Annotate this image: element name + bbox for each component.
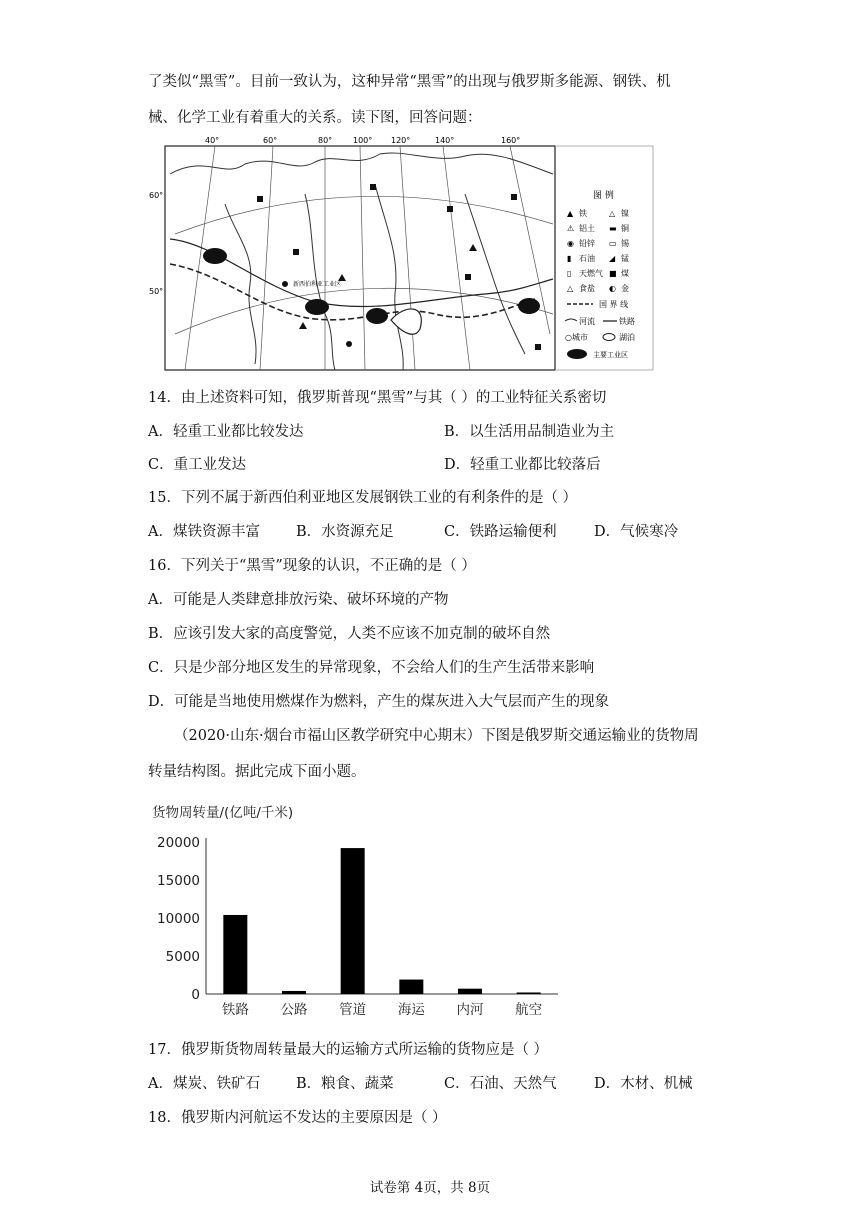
- passage-line-2: 转量结构图。据此完成下面小题。: [148, 764, 366, 780]
- legend-icon: ▭: [609, 239, 617, 248]
- bar-公路: [282, 991, 306, 994]
- bar-管道: [341, 848, 365, 994]
- y-tick-label: 20000: [157, 835, 200, 851]
- y-tick-label: 10000: [157, 911, 200, 927]
- chart-title: 货物周转量/(亿吨/千米): [152, 805, 294, 821]
- lon-label: 120°: [391, 136, 411, 145]
- legend-icon: ⚠: [567, 224, 575, 233]
- x-tick-label: 公路: [280, 1002, 308, 1018]
- legend-label: 食盐: [579, 284, 595, 293]
- legend-label: 铁: [579, 209, 587, 218]
- bar-铁路: [223, 915, 247, 994]
- legend-label: 锡: [621, 239, 629, 248]
- industrial-area: [203, 248, 227, 264]
- legend-icon: ◐: [609, 284, 616, 293]
- legend-icon: △: [567, 284, 574, 293]
- legend-lake-label: 湖泊: [619, 333, 635, 342]
- y-tick-label: 0: [191, 987, 200, 1003]
- q14-option-c: C．重工业发达: [148, 457, 247, 473]
- industrial-area: [305, 299, 329, 315]
- bar-内河: [458, 989, 482, 994]
- legend-icon: ◢: [609, 254, 616, 263]
- lon-label: 60°: [263, 136, 278, 145]
- q15-stem: 15．下列不属于新西伯利亚地区发展钢铁工业的有利条件的是（ ）: [148, 490, 578, 506]
- legend-icon: ■: [609, 269, 617, 278]
- x-tick-label: 海运: [397, 1002, 425, 1018]
- q14-stem: 14．由上述资料可知，俄罗斯普现“黑雪”与其（ ）的工业特征关系密切: [148, 390, 607, 406]
- freight-turnover-chart: [148, 800, 568, 1022]
- lon-label: 80°: [318, 136, 333, 145]
- q17-stem: 17．俄罗斯货物周转量最大的运输方式所运输的货物应是（ ）: [148, 1042, 549, 1058]
- q14-option-a: A．轻重工业都比较发达: [148, 424, 304, 440]
- q16-option-b: B．应该引发大家的高度警觉，人类不应该不加克制的破坏自然: [148, 626, 551, 642]
- intro-line-2: 械、化学工业有着重大的关系。读下图，回答问题：: [148, 110, 482, 126]
- q15-option-d: D．气候寒冷: [594, 524, 679, 540]
- intro-line-1: 了类似“黑雪”。目前一致认为，这种异常“黑雪”的出现与俄罗斯多能源、钢铁、机: [148, 74, 671, 90]
- legend-label: 锰: [621, 254, 629, 263]
- q15-option-b: B．水资源充足: [296, 524, 394, 540]
- legend-industrial-label: 主要工业区: [593, 351, 628, 359]
- legend-icon: ▮: [567, 254, 572, 263]
- legend-icon: ◉: [567, 239, 574, 248]
- legend-icon: △: [609, 209, 616, 218]
- q16-option-c: C．只是少部分地区发生的异常现象，不会给人们的生产生活带来影响: [148, 660, 595, 676]
- q17-option-d: D．木材、机械: [594, 1076, 693, 1092]
- legend-icon: ▬: [609, 224, 617, 233]
- lat-label: 50°: [149, 287, 164, 296]
- lon-label: 140°: [435, 136, 455, 145]
- q16-stem: 16．下列关于“黑雪”现象的认识，不正确的是（ ）: [148, 558, 476, 574]
- page-footer: 试卷第 4页，共 8页: [369, 1180, 491, 1196]
- russia-industry-map: [149, 134, 665, 372]
- lon-label: 40°: [205, 136, 220, 145]
- y-tick-label: 5000: [165, 949, 200, 965]
- q16-option-d: D．可能是当地使用燃煤作为燃料，产生的煤灰进入大气层而产生的现象: [148, 694, 610, 710]
- x-tick-label: 铁路: [221, 1002, 249, 1018]
- q14-option-b: B．以生活用品制造业为主: [444, 424, 615, 440]
- legend-title: 图 例: [593, 191, 614, 201]
- legend-railway-label: 铁路: [619, 317, 635, 326]
- x-tick-label: 航空: [515, 1002, 543, 1018]
- q15-option-c: C．铁路运输便利: [444, 524, 557, 540]
- legend-border-label: 国 界 线: [599, 300, 629, 309]
- q15-option-a: A．煤铁资源丰富: [148, 524, 260, 540]
- q17-option-c: C．石油、天然气: [444, 1076, 557, 1092]
- lat-label: 60°: [149, 191, 164, 200]
- legend-icon: ▯: [567, 269, 572, 278]
- x-tick-label: 管道: [339, 1002, 367, 1018]
- y-tick-label: 15000: [157, 873, 200, 889]
- legend-label: 铅锌: [579, 239, 595, 248]
- legend-label: 铝土: [579, 224, 595, 233]
- legend-label: 天燃气: [579, 269, 603, 278]
- legend-label: 铜: [621, 224, 629, 233]
- legend-label: 石油: [579, 254, 595, 263]
- x-tick-label: 内河: [456, 1002, 484, 1018]
- q14-option-d: D．轻重工业都比较落后: [444, 457, 601, 473]
- legend-label: 煤: [621, 269, 629, 278]
- passage-line-1: （2020·山东·烟台市福山区教学研究中心期末）下图是俄罗斯交通运输业的货物周: [174, 728, 699, 744]
- q16-option-a: A．可能是人类肆意排放污染、破坏环境的产物: [148, 592, 449, 608]
- legend-city-label: ○城市: [565, 333, 588, 342]
- lon-label: 100°: [353, 136, 373, 145]
- q17-option-a: A．煤炭、铁矿石: [148, 1076, 260, 1092]
- bar-航空: [517, 992, 541, 994]
- industrial-area: [366, 308, 388, 324]
- legend-icon: ▲: [567, 209, 574, 218]
- place-label: 新西伯利亚工业区: [293, 281, 342, 288]
- lon-label: 160°: [501, 136, 521, 145]
- q18-stem: 18．俄罗斯内河航运不发达的主要原因是（ ）: [148, 1110, 447, 1126]
- legend-label: 金: [621, 284, 629, 293]
- q17-option-b: B．粮食、蔬菜: [296, 1076, 394, 1092]
- legend-label: 镍: [621, 209, 629, 218]
- industrial-area: [518, 298, 540, 314]
- bar-海运: [399, 980, 423, 994]
- legend-river-label: 河流: [579, 317, 595, 326]
